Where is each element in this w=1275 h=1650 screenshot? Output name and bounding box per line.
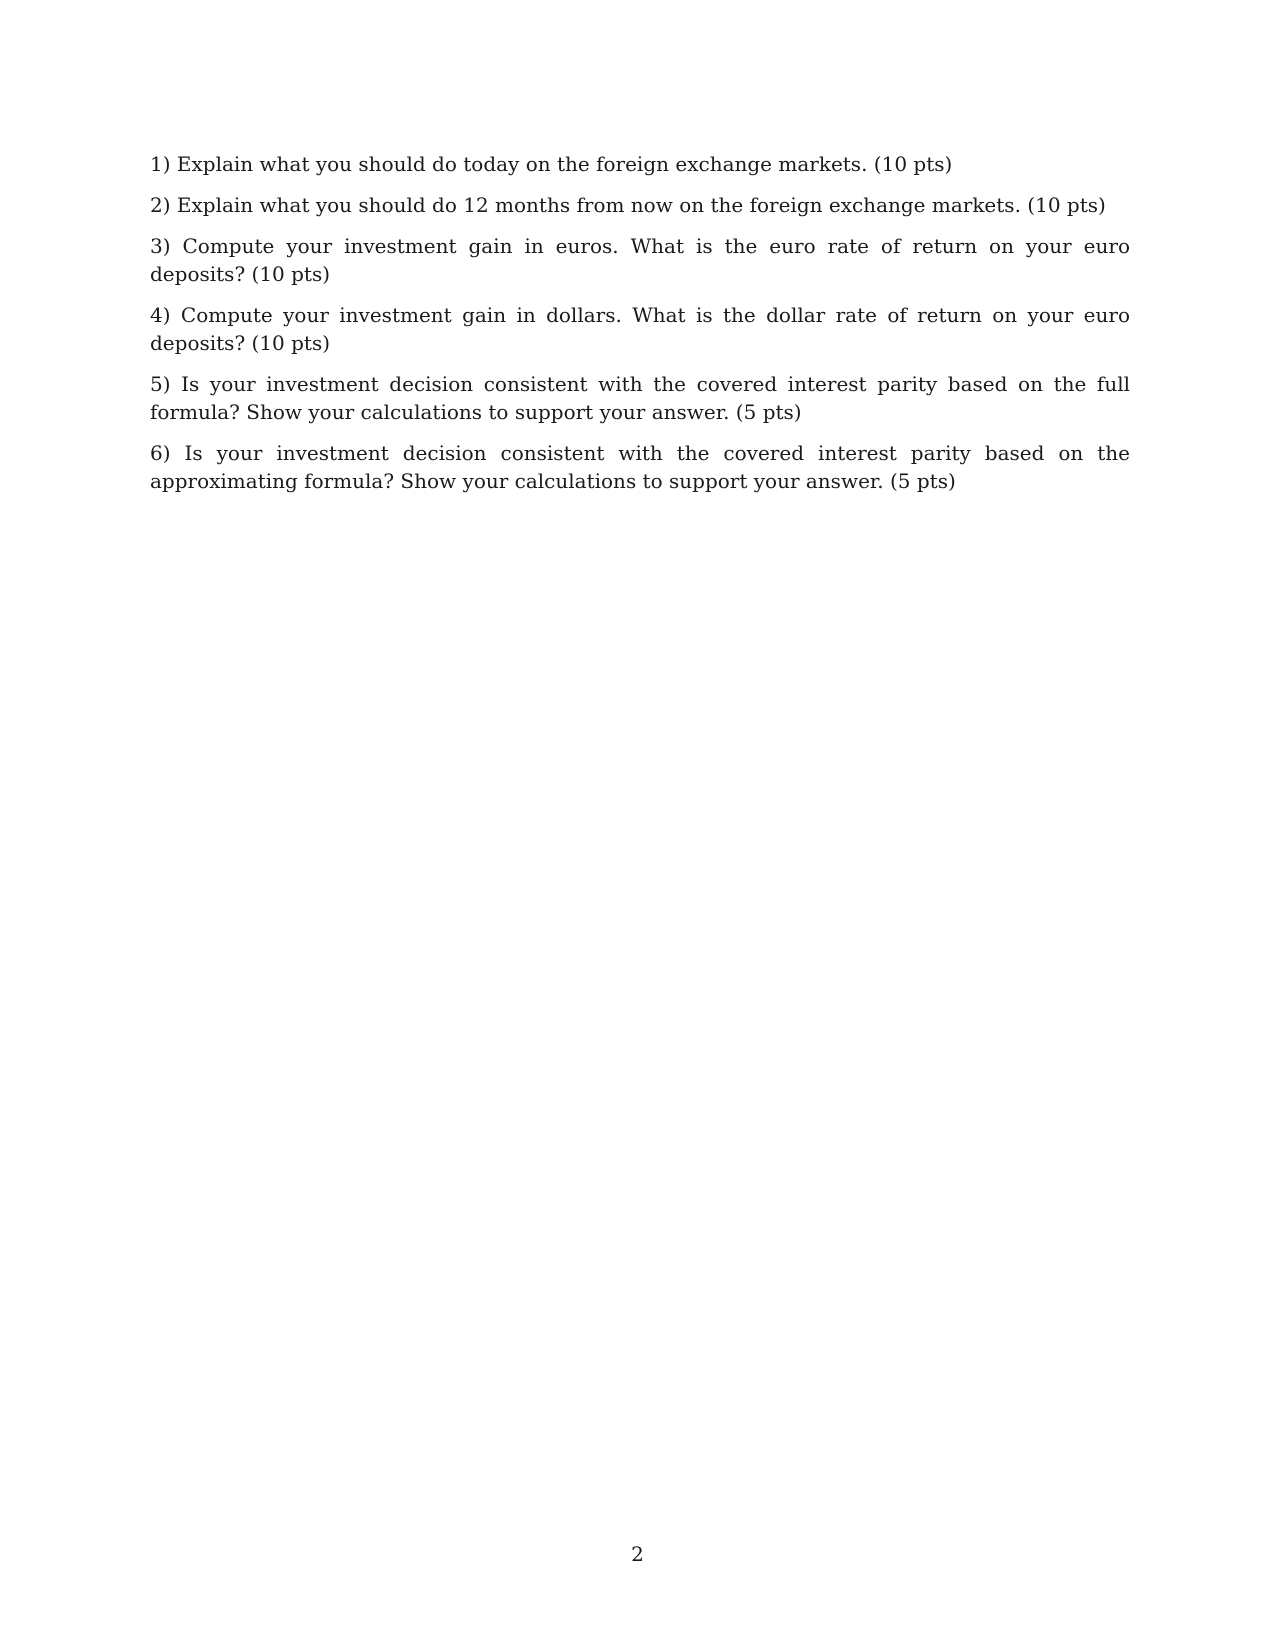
question-2: 2) Explain what you should do 12 months from now on the foreign exchange markets. (10 pts) [150, 193, 1106, 217]
question-1: 1) Explain what you should do today on the foreign exchange markets. (10 pts) [150, 152, 953, 176]
question-6: 6) Is your investment decision consistent with the covered interest parity based on the approximating formula? Show your calculations to support your answer. (5 pts) [150, 441, 1130, 493]
page-number: 2 [631, 1542, 644, 1566]
question-5: 5) Is your investment decision consistent with the covered interest parity based on the full formula? Show your calculations to support your answer. (5 pts) [150, 372, 1130, 424]
question-list [150, 150, 1130, 508]
question-3: 3) Compute your investment gain in euros. What is the euro rate of return on your euro deposits? (10 pts) [150, 234, 1130, 286]
question-4: 4) Compute your investment gain in dollars. What is the dollar rate of return on your euro deposits? (10 pts) [150, 303, 1130, 355]
